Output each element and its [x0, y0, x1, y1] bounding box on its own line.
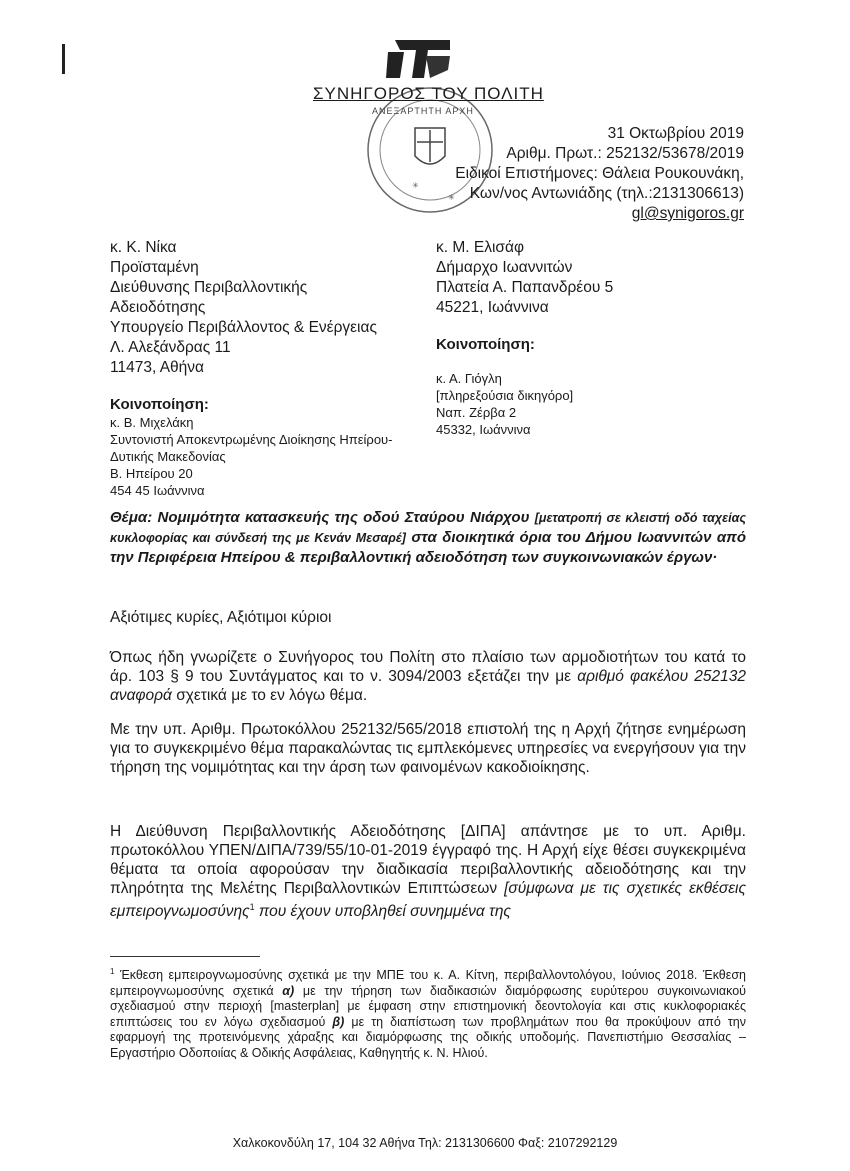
cc-name: κ. Α. Γιόγλη — [436, 371, 502, 386]
recipient-city: 11473, Αθήνα — [110, 359, 204, 376]
letter-header — [455, 124, 744, 224]
margin-mark — [62, 44, 65, 74]
recipient-role: Δήμαρχο Ιωαννιτών — [436, 259, 573, 276]
cc-street: Β. Ηπείρου 20 — [110, 466, 193, 481]
footnote-divider — [110, 956, 260, 957]
cc-street: Ναπ. Ζέρβα 2 — [436, 405, 517, 420]
cc-right — [436, 370, 573, 438]
footnote-number: 1 — [110, 967, 115, 976]
recipient-left — [110, 238, 377, 378]
page-footer: Χαλκοκονδύλη 17, 104 32 Αθήνα Τηλ: 2131306600 Φαξ: 2107292129 — [232, 1136, 618, 1150]
paragraph-text: Η Διεύθυνση Περιβαλλοντικής Αδειοδότησης [ΔΙΠΑ] απάντησε με το υπ. Αριθμ. πρωτοκόλλου ΥΠΕΝ/ΔΙΠΑ/739/55/10-01-2019 έγγραφό της. Η Αρχή είχε θέσει συγκεκριμένα θέματα τα οποία αφορούσαν την διαδικασία περιβαλλοντικής αδειοδότησης και την πληρότητα της Μελέτης Περιβαλλοντικών Επιπτώσεων — [110, 823, 746, 897]
paragraph-text: Όπως ήδη γνωρίζετε ο Συνήγορος του Πολίτη στο πλαίσιο των αρμοδιοτήτων του κατά το άρ. 103 § 9 του Συντάγματος και το ν. 3094/2003 εξετάζει την με — [110, 649, 746, 685]
cc-role: Συντονιστή Αποκεντρωμένης Διοίκησης Ηπείρου- — [110, 432, 393, 447]
footnote-ref[interactable]: 1 — [249, 902, 255, 912]
org-name: ΣΥΝΗΓΟΡΟΣ ΤΟΥ ΠΟΛΙΤΗ — [313, 84, 544, 103]
footnote-item-b: β) — [332, 1014, 345, 1029]
paragraph-text-tail: σχετικά με το εν λόγω θέμα. — [171, 687, 368, 704]
recipient-dept-2: Αδειοδότησης — [110, 299, 206, 316]
paragraph-2: Με την υπ. Αριθμ. Πρωτοκόλλου 252132/565/2018 επιστολή της η Αρχή ζήτησε ενημέρωση για το συγκεκριμένο θέμα παρακαλώντας τις εμπλεκόμενες υπηρεσίες να ενεργήσουν για την τήρηση της νομιμότητας και την άρση των φαινομένων κακοδιοίκησης. — [110, 721, 746, 776]
cc-role: [πληρεξούσια δικηγόρο] — [436, 388, 574, 403]
letter-date: 31 Οκτωβρίου 2019 — [607, 125, 744, 142]
protocol-number: Αριθμ. Πρωτ.: 252132/53678/2019 — [506, 145, 744, 162]
specialist-contact: Κων/νος Αντωνιάδης (τηλ.:2131306613) — [469, 185, 744, 202]
subject-line — [110, 508, 746, 567]
seal-text: ΑΝΕΞΑΡΤΗΤΗ ΑΡΧΗ — [372, 106, 474, 116]
subject-main: Θέμα: Νομιμότητα κατασκευής της οδού Σταύρου Νιάρχου — [110, 509, 535, 526]
cc-left — [110, 396, 393, 499]
cc-city: 45332, Ιωάννινα — [436, 422, 531, 437]
paragraph-3 — [110, 822, 746, 921]
recipient-name: κ. Μ. Ελισάφ — [436, 239, 524, 256]
footnote-text: Έκθεση εμπειρογνωμοσύνης σχετικά με την ΜΠΕ του κ. Α. Κίτνη, περιβαλλοντολόγου, Ιούνιος 2018. Έκθεση εμπειρογνωμοσύνης σχετικά — [110, 968, 746, 998]
recipient-role: Προϊσταμένη — [110, 259, 199, 276]
footnote-text-2: με την τήρηση των διαδικασιών διαμόρφωσης ευρύτερου συγκοινωνιακού σχεδιασμού στην περιοχή [masterplan] με έμφαση στην επιστημονική δεοντολογία και στις κυκλοφοριακές επιπτώσεις του εν λόγω σχεδιασμού — [110, 983, 746, 1029]
subject-main-2: στα διοικητικά όρια του Δήμου Ιωαννιτών από την Περιφέρεια Ηπείρου & περιβαλλοντική αδειοδότηση των συγκοινωνιακών έργων· — [110, 529, 746, 566]
paragraph-italic: αριθμό φακέλου 252132 αναφορά — [110, 668, 746, 704]
paragraph-1 — [110, 648, 746, 705]
cc-role-2: Δυτικής Μακεδονίας — [110, 449, 226, 464]
footnote-text-3: με τη διαπίστωση των προβλημάτων που θα προκύψουν από την εφαρμογή της προτεινόμενης χάραξης και διαμόρφωσης της οδικής υποδομής. Πανεπιστήμιο Θεσσαλίας – Εργαστήριο Οδοποιίας & Οδικής Ασφάλειας, Καθηγητής κ. Ν. Ηλιού. — [110, 1014, 746, 1060]
recipient-ministry: Υπουργείο Περιβάλλοντος & Ενέργειας — [110, 319, 377, 336]
specialists: Ειδικοί Επιστήμονες: Θάλεια Ρουκουνάκη, — [455, 165, 744, 182]
cc-city: 454 45 Ιωάννινα — [110, 483, 205, 498]
subject-note: [μετατροπή σε κλειστή οδό ταχείας κυκλοφορίας και σύνδεσή της με Κενάν Μεσαρέ] — [110, 511, 747, 545]
footnote-item-a: α) — [282, 983, 295, 998]
recipient-dept: Διεύθυνσης Περιβαλλοντικής — [110, 279, 308, 296]
cc-left-title: Κοινοποίηση: — [110, 396, 209, 413]
paragraph-italic: [σύμφωνα με τις σχετικές εκθέσεις εμπειρογνωμοσύνης — [110, 880, 746, 921]
cc-name: κ. Β. Μιχελάκη — [110, 415, 194, 430]
recipient-name: κ. Κ. Νίκα — [110, 239, 177, 256]
recipient-street: Λ. Αλεξάνδρας 11 — [110, 339, 231, 356]
cc-right-title: Κοινοποίηση: — [436, 336, 535, 353]
svg-text:✳: ✳ — [448, 193, 455, 202]
paragraph-italic-tail: που έχουν υποβληθεί συνημμένα της — [254, 903, 511, 921]
recipient-right — [436, 238, 613, 318]
email-link[interactable]: gl@synigoros.gr — [631, 205, 744, 222]
svg-text:✳: ✳ — [412, 181, 419, 190]
recipient-street: Πλατεία Α. Παπανδρέου 5 — [436, 279, 614, 296]
recipient-city: 45221, Ιωάννινα — [436, 299, 549, 316]
footnote — [110, 964, 746, 1061]
greeting: Αξιότιμες κυρίες, Αξιότιμοι κύριοι — [110, 609, 332, 626]
